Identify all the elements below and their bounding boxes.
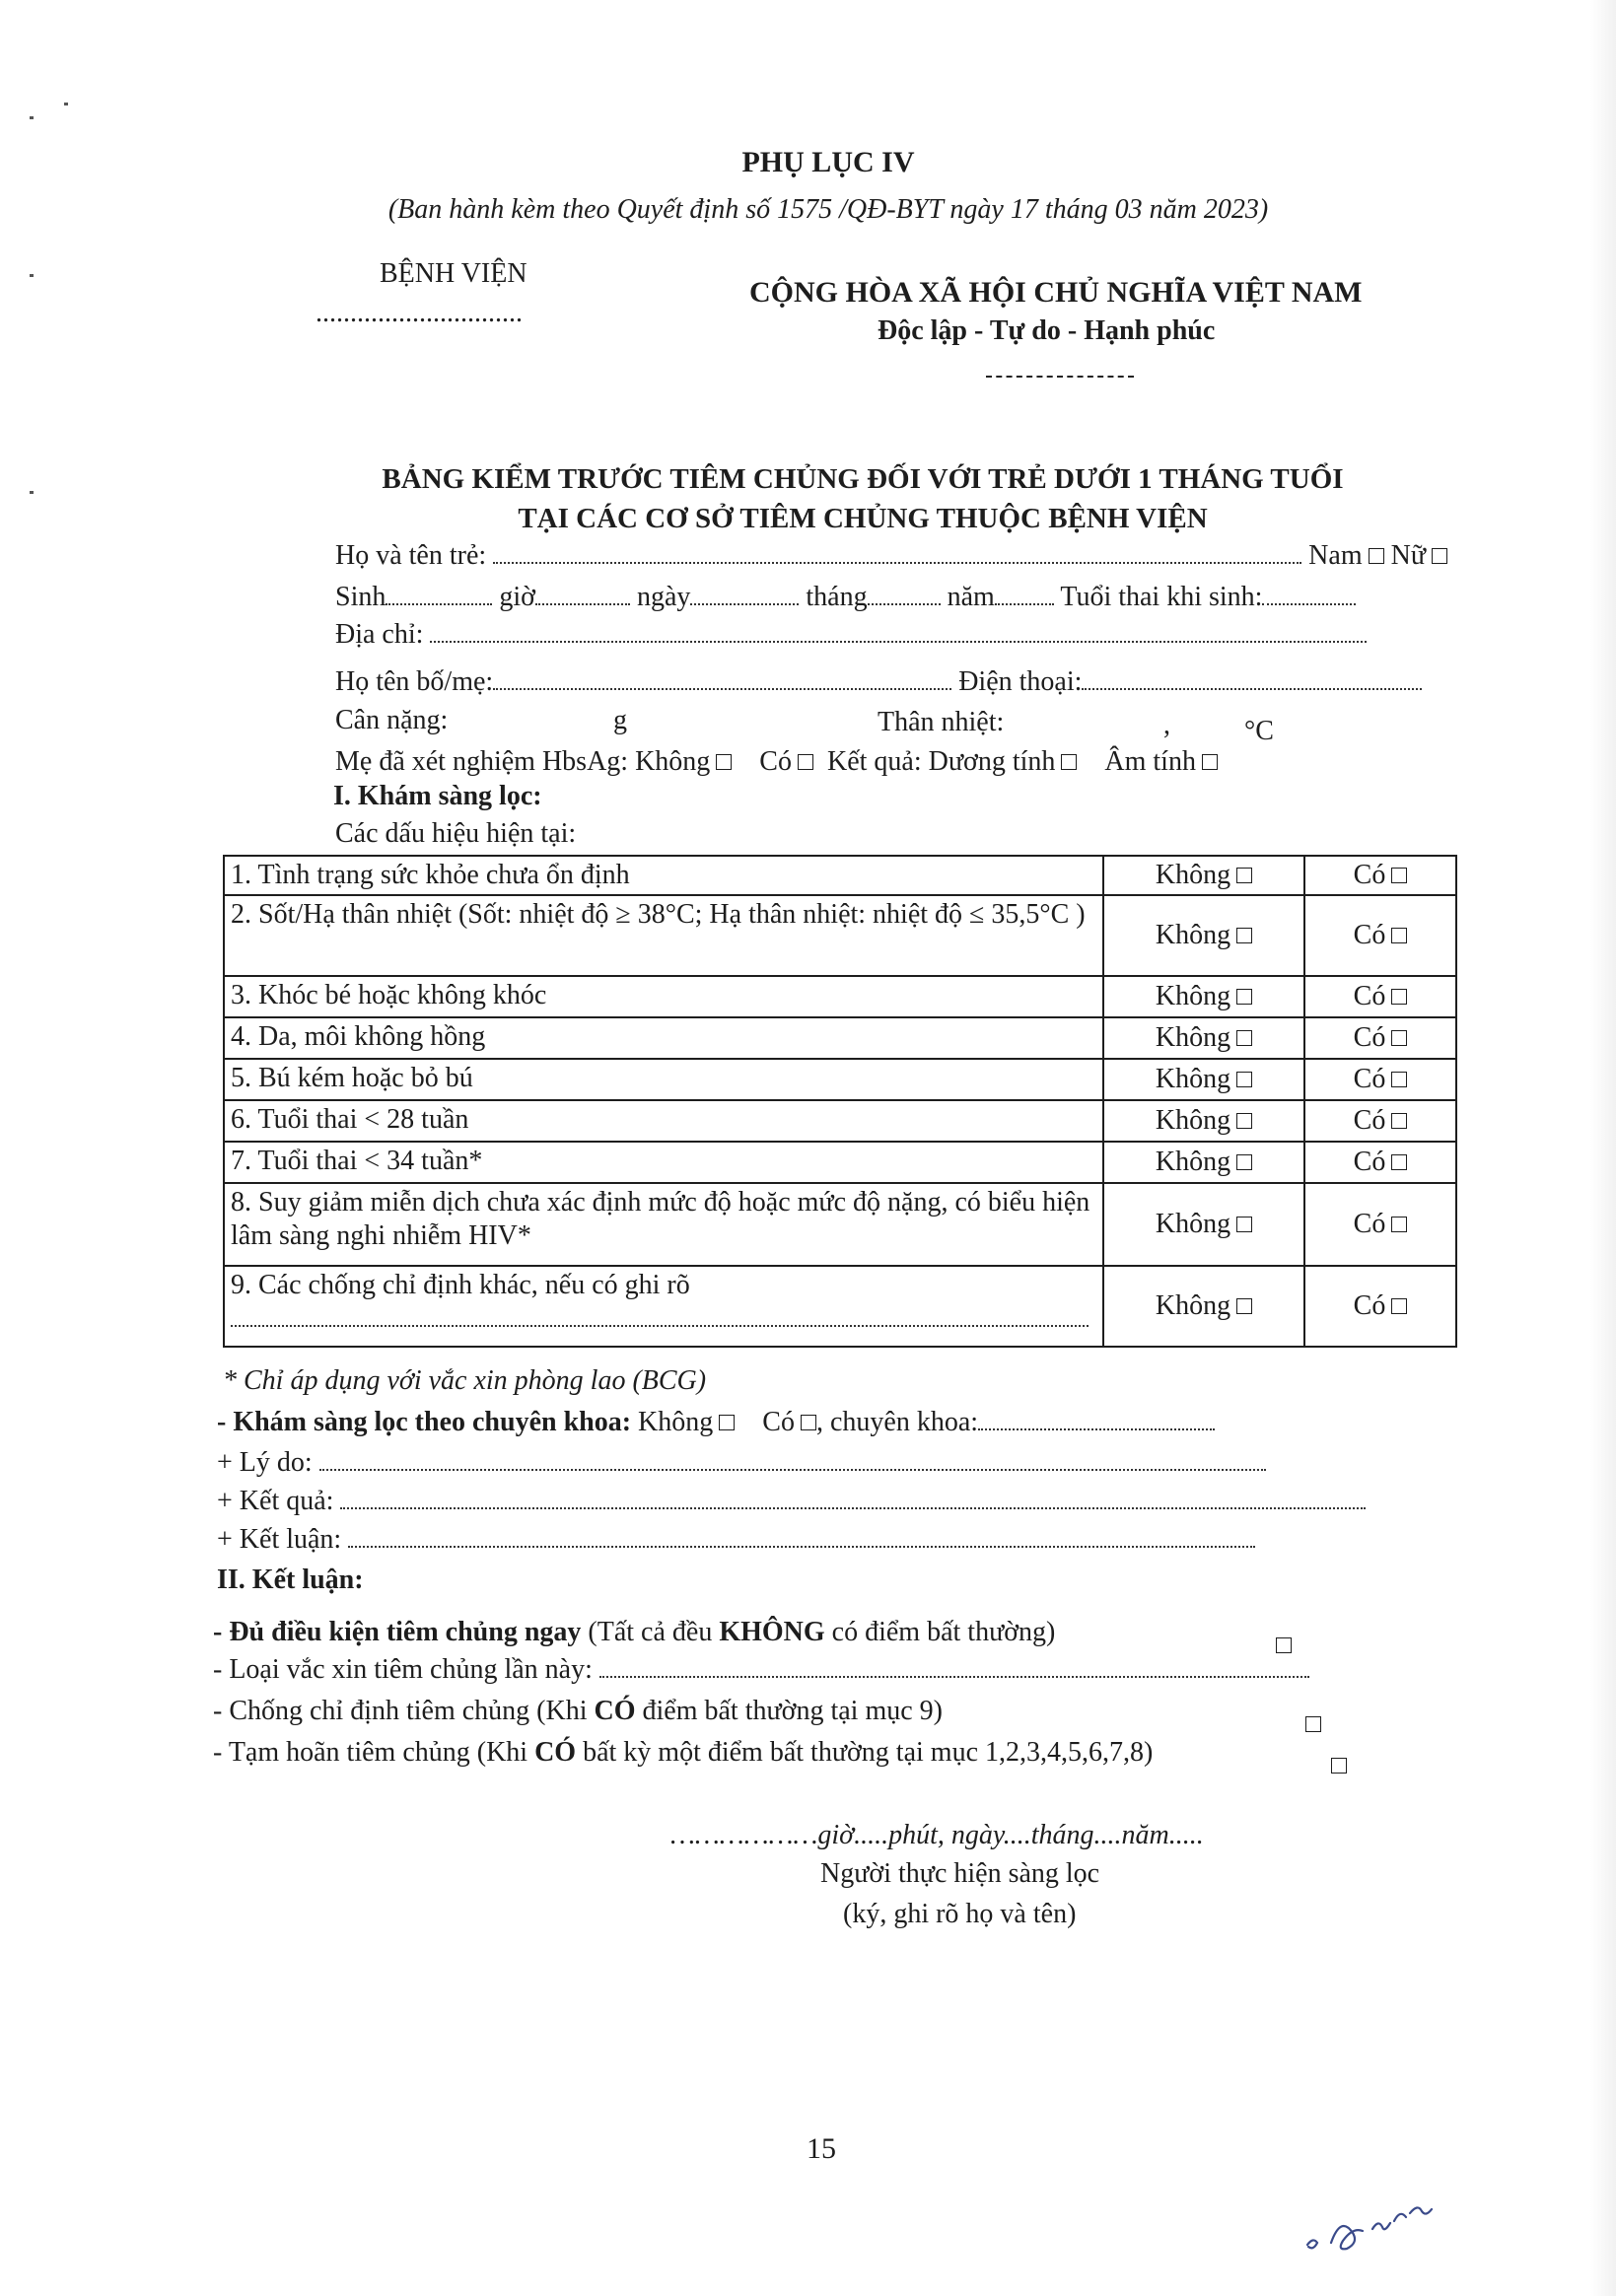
male-checkbox[interactable] xyxy=(1369,548,1384,564)
yes-checkbox[interactable] xyxy=(1391,1030,1407,1046)
other-contraindication-field[interactable] xyxy=(231,1307,1089,1327)
female-label: Nữ xyxy=(1390,540,1427,571)
yes-option[interactable]: Có xyxy=(1304,1142,1456,1183)
specialty-field[interactable] xyxy=(978,1428,1215,1430)
screen-conclusion-label: + Kết luận: xyxy=(217,1524,342,1555)
yes-option[interactable]: Có xyxy=(1304,1100,1456,1142)
header-separator xyxy=(986,376,1134,378)
national-motto: Độc lập - Tự do - Hạnh phúc xyxy=(878,315,1216,346)
hbsag-yes-label: Có xyxy=(759,746,792,777)
reason-line xyxy=(217,1447,1266,1479)
contraindication-checkbox[interactable] xyxy=(1305,1716,1321,1732)
eligible-checkbox[interactable] xyxy=(1276,1637,1292,1653)
reason-label: + Lý do: xyxy=(217,1447,313,1478)
no-option[interactable]: Không xyxy=(1103,1142,1304,1183)
positive-checkbox[interactable] xyxy=(1061,754,1077,770)
section2-heading: II. Kết luận: xyxy=(217,1565,364,1595)
table-row xyxy=(224,895,1456,976)
no-option[interactable]: Không xyxy=(1103,1017,1304,1059)
row-text-other: 9. Các chống chỉ định khác, nếu có ghi rõ xyxy=(224,1266,1103,1347)
yes-checkbox[interactable] xyxy=(1391,989,1407,1005)
specialty-yes-label: Có xyxy=(762,1407,795,1437)
no-checkbox[interactable] xyxy=(1236,1154,1252,1170)
yes-checkbox[interactable] xyxy=(1391,1298,1407,1314)
birth-month-field[interactable] xyxy=(690,603,799,605)
phone-field[interactable] xyxy=(1082,688,1422,690)
signature-note: (ký, ghi rõ họ và tên) xyxy=(843,1899,1077,1929)
parent-line xyxy=(335,666,1422,698)
hospital-name-blank: .............................. xyxy=(316,298,523,328)
row-text: 6. Tuổi thai < 28 tuần xyxy=(224,1100,1103,1142)
weight-unit: g xyxy=(613,705,627,735)
eligible-line: - Đủ điều kiện tiêm chủng ngay (Tất cả đều KHÔNG có điểm bất thường) xyxy=(213,1617,1056,1647)
table-row xyxy=(224,1142,1456,1183)
scan-edge-shadow xyxy=(1590,0,1616,2296)
parent-name-field[interactable] xyxy=(493,688,951,690)
yes-option[interactable]: Có xyxy=(1304,1059,1456,1100)
table-row xyxy=(224,1266,1456,1347)
hbsag-label: Mẹ đã xét nghiệm HbsAg: xyxy=(335,746,629,777)
no-checkbox[interactable] xyxy=(1236,1298,1252,1314)
vaccine-line xyxy=(213,1654,1309,1686)
signs-label: Các dấu hiệu hiện tại: xyxy=(335,818,577,849)
specialty-field-label: , chuyên khoa: xyxy=(815,1407,979,1437)
row-text: 4. Da, môi không hồng xyxy=(224,1017,1103,1059)
no-checkbox[interactable] xyxy=(1236,1113,1252,1129)
row-text: 7. Tuổi thai < 34 tuần* xyxy=(224,1142,1103,1183)
postpone-line: - Tạm hoãn tiêm chủng (Khi CÓ bất kỳ một điểm bất thường tại mục 1,2,3,4,5,6,7,8) xyxy=(213,1737,1154,1768)
row-text: 5. Bú kém hoặc bỏ bú xyxy=(224,1059,1103,1100)
male-label: Nam xyxy=(1308,540,1363,571)
yes-checkbox[interactable] xyxy=(1391,1113,1407,1129)
screen-result-field[interactable] xyxy=(340,1507,1366,1509)
no-option[interactable]: Không xyxy=(1103,1059,1304,1100)
child-name-label: Họ và tên trẻ: xyxy=(335,540,487,571)
negative-label: Âm tính xyxy=(1104,746,1196,777)
hbsag-yes-checkbox[interactable] xyxy=(798,754,813,770)
no-checkbox[interactable] xyxy=(1236,989,1252,1005)
temp-separator: , xyxy=(1163,710,1170,740)
screen-conclusion-field[interactable] xyxy=(348,1546,1255,1548)
table-row xyxy=(224,1183,1456,1266)
result-label: Kết quả: xyxy=(826,746,922,777)
yes-option[interactable]: Có xyxy=(1304,856,1456,895)
birth-year-field[interactable] xyxy=(868,603,941,605)
specialty-no-label: Không xyxy=(638,1407,714,1437)
birth-line xyxy=(335,582,1356,613)
appendix-subtitle: (Ban hành kèm theo Quyết định số 1575 /QĐ-BYT ngày 17 tháng 03 năm 2023) xyxy=(387,194,1269,225)
vaccine-label: - Loại vắc xin tiêm chủng lần này: xyxy=(213,1654,593,1685)
yes-checkbox[interactable] xyxy=(1391,1072,1407,1087)
row-text: 1. Tình trạng sức khỏe chưa ổn định xyxy=(224,856,1103,895)
no-option[interactable]: Không xyxy=(1103,1183,1304,1266)
form-title-line2: TẠI CÁC CƠ SỞ TIÊM CHỦNG THUỘC BỆNH VIỆN xyxy=(518,503,1208,534)
yes-option[interactable]: Có xyxy=(1304,895,1456,976)
address-line xyxy=(335,619,1367,651)
contraindication-line: - Chống chỉ định tiêm chủng (Khi CÓ điểm bất thường tại mục 9) xyxy=(213,1696,943,1726)
no-option[interactable]: Không xyxy=(1103,856,1304,895)
hbsag-no-checkbox[interactable] xyxy=(716,754,732,770)
month-label: tháng xyxy=(806,582,868,612)
yes-checkbox[interactable] xyxy=(1391,928,1407,943)
scan-speck xyxy=(30,274,34,277)
reason-field[interactable] xyxy=(319,1469,1266,1471)
page-number: 15 xyxy=(807,2132,836,2165)
vaccine-field[interactable] xyxy=(599,1676,1309,1678)
row-text: 8. Suy giảm miễn dịch chưa xác định mức độ hoặc mức độ nặng, có biểu hiện lâm sàng nghi nhiễm HIV* xyxy=(224,1183,1103,1266)
yes-option[interactable]: Có xyxy=(1304,1183,1456,1266)
no-checkbox[interactable] xyxy=(1236,868,1252,883)
specialty-label: - Khám sàng lọc theo chuyên khoa: xyxy=(217,1407,632,1437)
year-label: năm xyxy=(947,582,995,612)
address-label: Địa chỉ: xyxy=(335,619,424,650)
signature-performer: Người thực hiện sàng lọc xyxy=(820,1858,1100,1889)
birth-hour-field[interactable] xyxy=(386,603,492,605)
address-field[interactable] xyxy=(430,641,1367,643)
table-row xyxy=(224,1100,1456,1142)
scan-speck xyxy=(30,116,34,119)
birth-label: Sinh xyxy=(335,582,386,612)
section1-heading: I. Khám sàng lọc: xyxy=(333,781,542,811)
scan-speck xyxy=(64,103,68,105)
no-option[interactable]: Không xyxy=(1103,1100,1304,1142)
table-footnote: * Chỉ áp dụng với vắc xin phòng lao (BCG) xyxy=(223,1365,707,1396)
no-option[interactable]: Không xyxy=(1103,976,1304,1017)
yes-option[interactable]: Có xyxy=(1304,976,1456,1017)
hbsag-line xyxy=(335,746,1218,778)
country-name: CỘNG HÒA XÃ HỘI CHỦ NGHĨA VIỆT NAM xyxy=(749,276,1363,309)
no-checkbox[interactable] xyxy=(1236,928,1252,943)
female-checkbox[interactable] xyxy=(1432,548,1447,564)
hbsag-no-label: Không xyxy=(635,746,711,777)
gest-age-field[interactable] xyxy=(1262,603,1356,605)
postpone-checkbox[interactable] xyxy=(1331,1758,1347,1774)
yes-option[interactable]: Có xyxy=(1304,1017,1456,1059)
specialty-no-checkbox[interactable] xyxy=(719,1415,735,1430)
screening-table xyxy=(223,855,1457,1348)
specialty-yes-checkbox[interactable] xyxy=(801,1415,816,1430)
child-name-field[interactable] xyxy=(493,562,1301,564)
no-option[interactable]: Không xyxy=(1103,1266,1304,1347)
no-option[interactable]: Không xyxy=(1103,895,1304,976)
table-row xyxy=(224,1017,1456,1059)
screen-conclusion-line xyxy=(217,1524,1255,1556)
yes-checkbox[interactable] xyxy=(1391,1154,1407,1170)
no-checkbox[interactable] xyxy=(1236,1030,1252,1046)
yes-checkbox[interactable] xyxy=(1391,868,1407,883)
initials-signature xyxy=(1301,2193,1459,2262)
phone-label: Điện thoại: xyxy=(958,666,1083,697)
yes-checkbox[interactable] xyxy=(1391,1217,1407,1232)
negative-checkbox[interactable] xyxy=(1202,754,1218,770)
table-row xyxy=(224,856,1456,895)
temp-label: Thân nhiệt: xyxy=(878,707,1005,737)
temp-unit: °C xyxy=(1244,716,1274,746)
appendix-title: PHỤ LỤC IV xyxy=(741,146,915,178)
birth-day-field[interactable] xyxy=(535,603,630,605)
table-row xyxy=(224,976,1456,1017)
no-checkbox[interactable] xyxy=(1236,1217,1252,1232)
row-text: 2. Sốt/Hạ thân nhiệt (Sốt: nhiệt độ ≥ 38°C; Hạ thân nhiệt: nhiệt độ ≤ 35,5°C ) xyxy=(224,895,1103,976)
no-checkbox[interactable] xyxy=(1236,1072,1252,1087)
parent-label: Họ tên bố/mẹ: xyxy=(335,666,494,697)
specialty-line xyxy=(217,1407,1215,1438)
screen-result-line xyxy=(217,1486,1366,1517)
hospital-label: BỆNH VIỆN xyxy=(380,258,527,289)
positive-label: Dương tính xyxy=(928,746,1056,777)
hour-label: giờ xyxy=(499,582,535,612)
signature-date-line: ………………giờ.....phút, ngày....tháng....năm..... xyxy=(670,1820,1204,1850)
year-field[interactable] xyxy=(995,603,1054,605)
day-label: ngày xyxy=(636,582,691,612)
child-name-line xyxy=(335,540,1447,572)
gest-age-label: Tuổi thai khi sinh: xyxy=(1060,582,1263,612)
row-text: 3. Khóc bé hoặc không khóc xyxy=(224,976,1103,1017)
table-row xyxy=(224,1059,1456,1100)
form-title-line1: BẢNG KIỂM TRƯỚC TIÊM CHỦNG ĐỐI VỚI TRẺ DƯỚI 1 THÁNG TUỔI xyxy=(382,463,1344,495)
weight-label: Cân nặng: xyxy=(335,705,449,735)
yes-option[interactable]: Có xyxy=(1304,1266,1456,1347)
screen-result-label: + Kết quả: xyxy=(217,1486,334,1516)
